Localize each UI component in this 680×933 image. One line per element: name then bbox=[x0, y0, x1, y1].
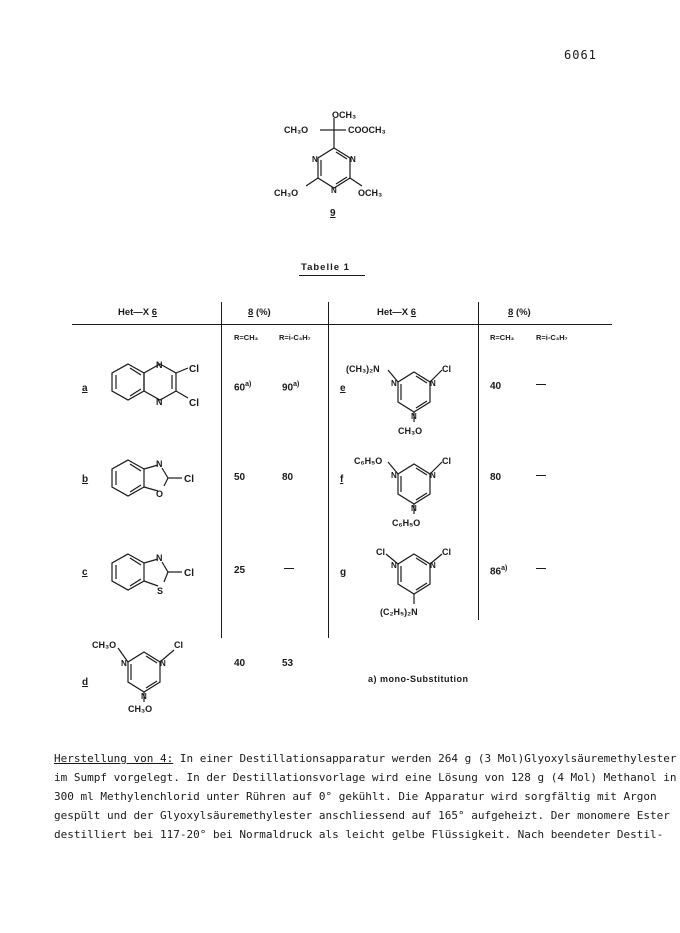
ring-s: S bbox=[157, 586, 164, 596]
substituent: C₆H₅O bbox=[392, 518, 421, 528]
substituent: Cl bbox=[174, 640, 183, 650]
structure-g bbox=[344, 540, 474, 620]
col-het-ref: 6 bbox=[410, 307, 417, 318]
ring-n: N bbox=[430, 379, 436, 388]
sub-isopropyl: R=i-C₃H₇ bbox=[279, 333, 311, 342]
ring-n: N bbox=[156, 459, 163, 469]
ring-n: N bbox=[391, 561, 397, 570]
sub-methyl: R=CH₃ bbox=[234, 333, 259, 342]
yield-methyl-e: 40 bbox=[490, 381, 502, 392]
paragraph-line bbox=[54, 749, 677, 768]
col-yield-ref: 8 bbox=[248, 307, 254, 318]
footnote-marker: a) bbox=[501, 565, 508, 572]
yield-value: 60 bbox=[234, 382, 246, 394]
paragraph-line: im Sumpf vorgelegt. In der Destillationsvorlage wird eine Lösung von 128 g (4 Mol) Methanol in bbox=[54, 771, 677, 784]
col-header-yield-right bbox=[508, 307, 531, 318]
yield-isopropyl-f: — bbox=[536, 470, 546, 481]
row-label-a: a bbox=[82, 383, 88, 394]
yield-isopropyl-c: — bbox=[284, 563, 294, 574]
ring-n: N bbox=[121, 659, 127, 668]
structure-c bbox=[108, 550, 218, 602]
table-header-rule bbox=[72, 324, 612, 325]
substituent: Cl bbox=[442, 364, 451, 374]
yield-methyl-b: 50 bbox=[234, 472, 246, 483]
ring-n: N bbox=[156, 360, 163, 370]
yield-isopropyl-e: — bbox=[536, 379, 546, 390]
col-header-het-right bbox=[377, 307, 416, 318]
compound-9-bottom-left: CH₃O bbox=[274, 188, 299, 198]
compound-9-ring-n: N bbox=[331, 186, 337, 195]
ring-n: N bbox=[141, 692, 147, 701]
yield-methyl-a bbox=[234, 381, 251, 393]
substituent: Cl bbox=[184, 474, 194, 485]
ring-n: N bbox=[391, 379, 397, 388]
ring-n: N bbox=[430, 471, 436, 480]
yield-methyl-f: 80 bbox=[490, 472, 502, 483]
substituent: (CH₃)₂N bbox=[346, 364, 380, 374]
row-label-e: e bbox=[340, 383, 346, 394]
compound-9-structure bbox=[270, 110, 410, 220]
table-vrule-3 bbox=[478, 302, 479, 620]
ring-n: N bbox=[160, 659, 166, 668]
row-label-f: f bbox=[340, 474, 344, 485]
compound-9-label: 9 bbox=[330, 208, 336, 219]
ring-n: N bbox=[156, 397, 163, 407]
yield-value: 90 bbox=[282, 382, 294, 394]
substituent: Cl bbox=[442, 456, 451, 466]
row-label-c: c bbox=[82, 567, 88, 578]
ring-n: N bbox=[391, 471, 397, 480]
yield-methyl-g bbox=[490, 565, 507, 577]
ring-n: N bbox=[430, 561, 436, 570]
col-header-yield bbox=[248, 307, 271, 318]
yield-methyl-d: 40 bbox=[234, 658, 246, 669]
yield-value: 86 bbox=[490, 566, 502, 578]
substituent: Cl bbox=[376, 547, 385, 557]
compound-9-ring-n: N bbox=[350, 155, 356, 164]
ring-n: N bbox=[411, 504, 417, 513]
footnote-marker: a) bbox=[293, 381, 300, 388]
col-het-label: Het—X bbox=[377, 307, 409, 318]
ring-o: O bbox=[156, 489, 164, 499]
yield-isopropyl-a bbox=[282, 381, 299, 393]
page-number: 6061 bbox=[564, 48, 597, 62]
substituent: CH₃O bbox=[92, 640, 117, 650]
row-label-g: g bbox=[340, 567, 347, 578]
yield-isopropyl-g: — bbox=[536, 563, 546, 574]
paragraph-heading: Herstellung von 4: bbox=[54, 752, 174, 765]
paragraph-line: 300 ml Methylenchlorid unter Rühren auf 0° gekühlt. Die Apparatur wird sorgfältig mit Argon bbox=[54, 790, 657, 803]
compound-9-top-group: OCH₃ bbox=[332, 110, 357, 120]
sub-isopropyl: R=i-C₃H₇ bbox=[536, 333, 568, 342]
substituent: C₆H₅O bbox=[354, 456, 383, 466]
compound-9-ring-n: N bbox=[312, 155, 318, 164]
compound-9-bottom-right: OCH₃ bbox=[358, 188, 383, 198]
col-het-label: Het—X bbox=[118, 307, 150, 318]
compound-9-right-group: COOCH₃ bbox=[348, 125, 386, 135]
ring-n: N bbox=[411, 412, 417, 421]
sub-methyl: R=CH₃ bbox=[490, 333, 515, 342]
row-label-d: d bbox=[82, 677, 89, 688]
structure-a bbox=[108, 358, 218, 418]
structure-d bbox=[88, 638, 208, 718]
row-label-b: b bbox=[82, 474, 89, 485]
substituent: (C₂H₅)₂N bbox=[380, 607, 418, 617]
table-vrule-1 bbox=[221, 302, 222, 638]
col-yield-unit: (%) bbox=[515, 307, 531, 318]
yield-methyl-c: 25 bbox=[234, 565, 246, 576]
substituent: Cl bbox=[442, 547, 451, 557]
ring-n: N bbox=[156, 553, 163, 563]
structure-f bbox=[344, 450, 474, 530]
col-yield-unit: (%) bbox=[255, 307, 271, 318]
compound-9-left-group: CH₃O bbox=[284, 125, 309, 135]
paragraph-line: destilliert bei 117-20° bei Normaldruck als leicht gelbe Flüssigkeit. Nach beendeter Destil- bbox=[54, 828, 664, 841]
paragraph-line: gespült und der Glyoxylsäuremethylester anschliessend auf 165° aufgeheizt. Der monomere Ester bbox=[54, 809, 670, 822]
paragraph-text: In einer Destillationsapparatur werden 264 g (3 Mol)Glyoxylsäuremethylester bbox=[173, 752, 677, 765]
substituent: Cl bbox=[184, 568, 194, 579]
substituent: CH₃O bbox=[128, 704, 153, 714]
yield-isopropyl-b: 80 bbox=[282, 472, 294, 483]
substituent: Cl bbox=[189, 398, 199, 409]
table-footnote: a) mono-Substitution bbox=[368, 674, 469, 684]
table-caption: Tabelle 1 bbox=[301, 262, 350, 273]
structure-b bbox=[108, 456, 218, 506]
col-yield-ref: 8 bbox=[508, 307, 514, 318]
footnote-marker: a) bbox=[245, 381, 252, 388]
structure-e bbox=[344, 358, 474, 438]
substituent: CH₃O bbox=[398, 426, 423, 436]
yield-isopropyl-d: 53 bbox=[282, 658, 294, 669]
col-het-ref: 6 bbox=[151, 307, 158, 318]
body-paragraph bbox=[54, 749, 677, 844]
col-header-het bbox=[118, 307, 157, 318]
table-vrule-2 bbox=[328, 302, 329, 638]
caption-underline bbox=[299, 275, 365, 276]
substituent: Cl bbox=[189, 364, 199, 375]
